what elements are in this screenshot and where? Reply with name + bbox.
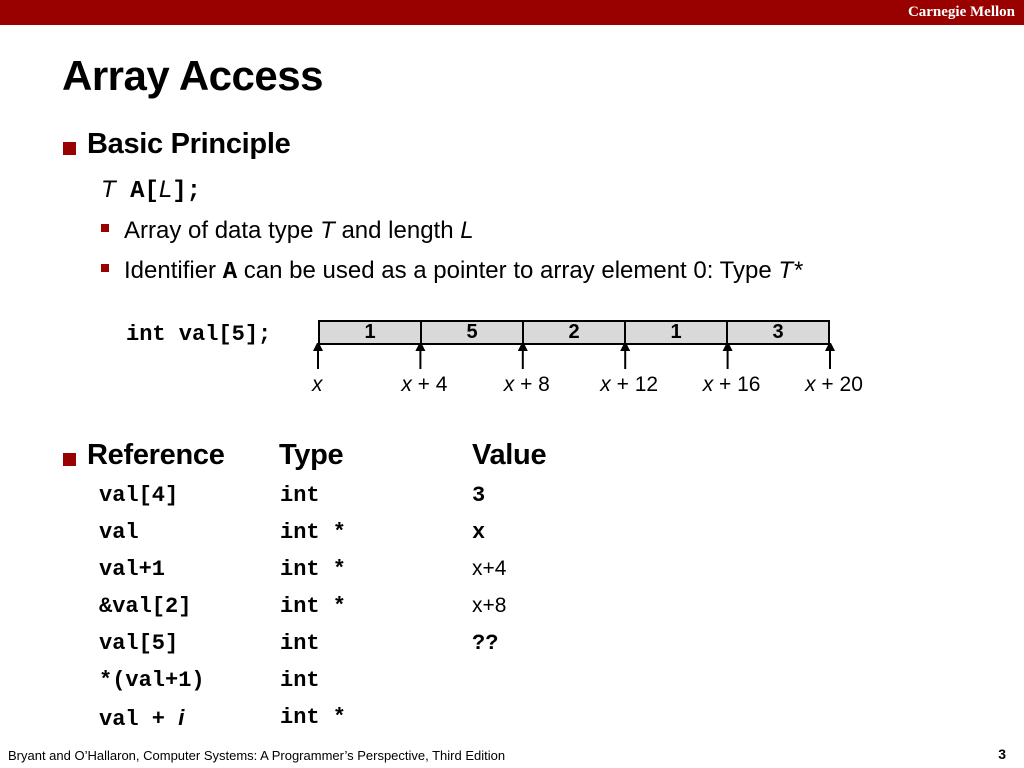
table-cell-type: int * bbox=[280, 520, 347, 545]
square-bullet-icon bbox=[101, 264, 109, 272]
bullet-italic-type: T bbox=[320, 217, 335, 244]
address-arrows bbox=[300, 343, 860, 373]
footer-citation: Bryant and O’Hallaron, Computer Systems: A Programmer’s Perspective, Third Edition bbox=[8, 748, 506, 763]
reference-text: val+1 bbox=[99, 557, 166, 582]
bullet-array-type bbox=[124, 217, 474, 245]
square-bullet-icon bbox=[63, 142, 76, 155]
reference-text: val[5] bbox=[99, 631, 179, 656]
table-cell-reference bbox=[99, 594, 191, 619]
address-offset: + 4 bbox=[411, 373, 448, 396]
address-label bbox=[401, 373, 447, 397]
table-cell-type: int * bbox=[280, 705, 347, 730]
address-offset: + 20 bbox=[815, 373, 863, 396]
bullet-text: Identifier bbox=[124, 257, 223, 284]
table-cell-reference bbox=[99, 557, 165, 582]
address-base: x bbox=[503, 373, 515, 396]
address-base: x bbox=[600, 373, 611, 396]
table-cell-reference bbox=[99, 483, 178, 508]
array-diagram bbox=[318, 320, 830, 345]
decl-length: L bbox=[158, 176, 173, 203]
page-number: 3 bbox=[998, 746, 1006, 762]
table-cell-value: ?? bbox=[472, 631, 499, 656]
column-header-value: Value bbox=[472, 439, 547, 471]
array-cell: 1 bbox=[626, 322, 728, 343]
bullet-italic-type: T* bbox=[778, 257, 803, 284]
column-header-type: Type bbox=[279, 439, 344, 471]
table-cell-type: int bbox=[280, 483, 320, 508]
reference-text: &val[2] bbox=[99, 594, 192, 619]
address-offset: + 16 bbox=[713, 373, 761, 396]
table-cell-reference bbox=[99, 520, 139, 545]
array-cell: 1 bbox=[320, 322, 422, 343]
bullet-text: can be used as a pointer to array element 0: Type bbox=[237, 257, 779, 284]
column-header-reference: Reference bbox=[87, 439, 225, 471]
address-offset: + 12 bbox=[610, 373, 659, 396]
address-offset: + 8 bbox=[514, 373, 550, 396]
array-cell: 2 bbox=[524, 322, 626, 343]
reference-italic-index: i bbox=[178, 705, 185, 730]
header-bar bbox=[0, 0, 1024, 25]
address-label bbox=[312, 373, 323, 397]
array-cell: 3 bbox=[772, 321, 784, 343]
bullet-text: and length bbox=[334, 217, 461, 244]
reference-text: *(val+1) bbox=[99, 668, 205, 693]
reference-text: val[4] bbox=[99, 483, 179, 508]
array-cell: 5 bbox=[422, 322, 524, 343]
address-label bbox=[504, 373, 550, 397]
array-label: int val[5]; bbox=[126, 322, 272, 347]
bullet-text: Array of data type bbox=[124, 217, 321, 244]
address-base: x bbox=[702, 373, 714, 396]
address-label bbox=[805, 373, 863, 397]
address-label bbox=[600, 373, 658, 397]
table-cell-reference bbox=[99, 668, 205, 693]
brand-label: Carnegie Mellon bbox=[907, 4, 1015, 20]
array-declaration bbox=[101, 176, 201, 205]
table-cell-type: int bbox=[280, 668, 320, 693]
table-cell-type: int * bbox=[280, 557, 347, 582]
decl-name: A[ bbox=[115, 178, 159, 205]
table-cell-value: x+8 bbox=[472, 594, 507, 617]
square-bullet-icon bbox=[101, 224, 109, 232]
table-cell-value: x bbox=[472, 520, 486, 545]
address-base: x bbox=[312, 373, 323, 396]
address-base: x bbox=[805, 373, 816, 396]
bullet-identifier-pointer bbox=[124, 257, 802, 286]
decl-end: ]; bbox=[172, 178, 202, 205]
table-cell-type: int bbox=[280, 631, 320, 656]
table-cell-type: int * bbox=[280, 594, 347, 619]
table-cell-value: x+4 bbox=[472, 557, 507, 580]
table-cell-reference bbox=[99, 631, 178, 656]
reference-text: val + bbox=[99, 707, 179, 732]
address-base: x bbox=[401, 373, 412, 396]
table-cell-value: 3 bbox=[472, 483, 486, 508]
square-bullet-icon bbox=[63, 453, 76, 466]
bullet-italic-length: L bbox=[460, 217, 474, 244]
page-title: Array Access bbox=[62, 52, 323, 99]
table-cell-reference bbox=[99, 705, 184, 732]
section-heading-basic-principle: Basic Principle bbox=[87, 128, 291, 160]
address-label bbox=[703, 373, 761, 397]
bullet-code: A bbox=[222, 259, 238, 286]
decl-type: T bbox=[101, 176, 116, 203]
reference-text: val bbox=[99, 520, 139, 545]
